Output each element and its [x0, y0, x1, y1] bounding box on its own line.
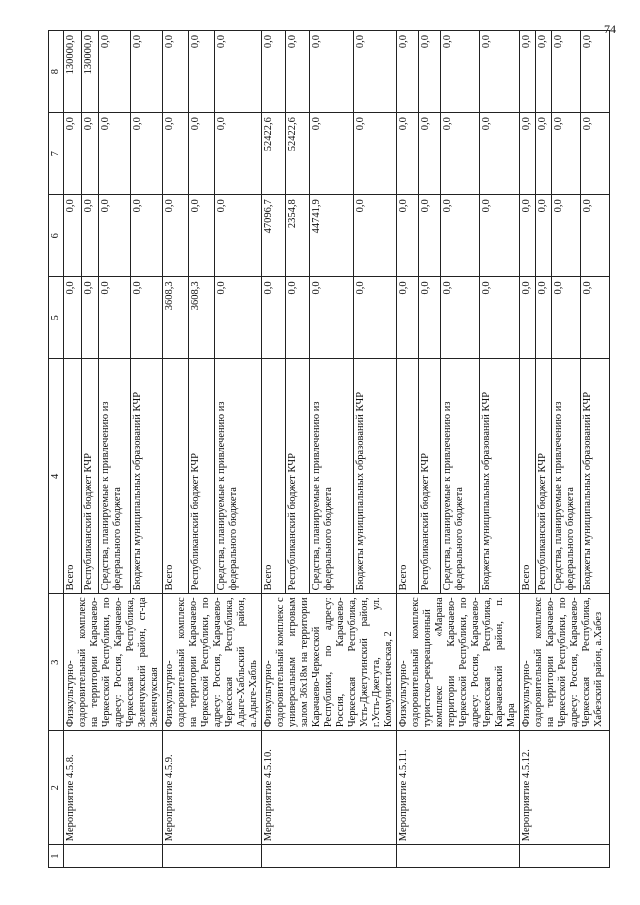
amount-cell-v5: 0,0 — [81, 277, 99, 359]
table-row — [520, 31, 536, 868]
amount-cell-v6: 0,0 — [188, 195, 214, 277]
amount-cell-v7: 0,0 — [536, 113, 552, 195]
event-id-cell: Мероприятие 4.5.8. — [64, 731, 163, 845]
amount-cell-v6: 0,0 — [397, 195, 419, 277]
funding-source-cell: Республиканский бюджет КЧР — [536, 359, 552, 594]
amount-cell-v5: 0,0 — [581, 277, 610, 359]
amount-cell-v6: 0,0 — [64, 195, 82, 277]
amount-cell-v8: 0,0 — [552, 31, 581, 113]
event-description-cell: Физкультурно-оздоровительный комплекс с универсальным игровым залом 36х18м на территории Карачаево-Черкесской Республики, по адресу: Россия, Карачаево-Черкесская Республика, Усть-Джегутинский район, г.Усть-Джегута, ул. Коммунистическая, 2 — [262, 594, 397, 731]
amount-cell-v5: 3608,3 — [188, 277, 214, 359]
rotated-table-container — [48, 30, 608, 868]
amount-cell-v6: 44741,9 — [310, 195, 354, 277]
amount-cell-v5: 0,0 — [418, 277, 440, 359]
funding-source-cell: Бюджеты муниципальных образований КЧР — [131, 359, 163, 594]
event-id-cell: Мероприятие 4.5.10. — [262, 731, 397, 845]
amount-cell-v7: 0,0 — [581, 113, 610, 195]
amount-cell-v7: 0,0 — [552, 113, 581, 195]
amount-cell-v7: 0,0 — [131, 113, 163, 195]
amount-cell-v8: 0,0 — [353, 31, 397, 113]
funding-source-cell: Всего — [64, 359, 82, 594]
event-id-cell: Мероприятие 4.5.11. — [397, 731, 520, 845]
amount-cell-v8: 0,0 — [581, 31, 610, 113]
amount-cell-v5: 0,0 — [214, 277, 261, 359]
event-id-cell: Мероприятие 4.5.9. — [163, 731, 262, 845]
table-row — [262, 31, 286, 868]
amount-cell-v6: 0,0 — [418, 195, 440, 277]
amount-cell-v6: 0,0 — [552, 195, 581, 277]
table-row — [397, 31, 419, 868]
funding-source-cell: Средства, планируемые к привлечению из федерального бюджета — [99, 359, 131, 594]
amount-cell-v6: 0,0 — [81, 195, 99, 277]
funding-source-cell: Бюджеты муниципальных образований КЧР — [353, 359, 397, 594]
amount-cell-v7: 0,0 — [397, 113, 419, 195]
amount-cell-v8: 0,0 — [536, 31, 552, 113]
row-index-cell — [520, 845, 610, 868]
amount-cell-v7: 0,0 — [440, 113, 480, 195]
funding-source-cell: Республиканский бюджет КЧР — [81, 359, 99, 594]
amount-cell-v8: 130000,0 — [64, 31, 82, 113]
amount-cell-v7: 0,0 — [480, 113, 520, 195]
amount-cell-v5: 0,0 — [286, 277, 310, 359]
column-number: 7 — [49, 113, 64, 195]
amount-cell-v7: 0,0 — [353, 113, 397, 195]
row-index-cell — [163, 845, 262, 868]
amount-cell-v7: 0,0 — [418, 113, 440, 195]
amount-cell-v6: 0,0 — [520, 195, 536, 277]
event-description-cell: Физкультурно-оздоровительный комплекс на территории Карачаево-Черкесской Республики, по адресу: Россия, Карачаево-Черкесская Республика, Хабезский район, а.Хабез — [520, 594, 610, 731]
amount-cell-v8: 0,0 — [286, 31, 310, 113]
amount-cell-v5: 0,0 — [99, 277, 131, 359]
funding-table — [48, 30, 610, 868]
amount-cell-v5: 0,0 — [520, 277, 536, 359]
column-number: 8 — [49, 31, 64, 113]
funding-source-cell: Республиканский бюджет КЧР — [188, 359, 214, 594]
amount-cell-v7: 0,0 — [81, 113, 99, 195]
column-number: 6 — [49, 195, 64, 277]
amount-cell-v6: 47096,7 — [262, 195, 286, 277]
funding-source-cell: Бюджеты муниципальных образований КЧР — [581, 359, 610, 594]
amount-cell-v6: 0,0 — [163, 195, 189, 277]
amount-cell-v8: 0,0 — [418, 31, 440, 113]
amount-cell-v6: 2354,8 — [286, 195, 310, 277]
amount-cell-v8: 0,0 — [163, 31, 189, 113]
amount-cell-v5: 0,0 — [131, 277, 163, 359]
amount-cell-v6: 0,0 — [536, 195, 552, 277]
amount-cell-v5: 0,0 — [440, 277, 480, 359]
amount-cell-v8: 130000,0 — [81, 31, 99, 113]
amount-cell-v7: 0,0 — [310, 113, 354, 195]
amount-cell-v8: 0,0 — [214, 31, 261, 113]
column-number: 1 — [49, 845, 64, 868]
amount-cell-v5: 0,0 — [536, 277, 552, 359]
amount-cell-v8: 0,0 — [99, 31, 131, 113]
amount-cell-v5: 0,0 — [552, 277, 581, 359]
amount-cell-v7: 0,0 — [214, 113, 261, 195]
funding-source-cell: Средства, планируемые к привлечению из федерального бюджета — [214, 359, 261, 594]
event-description-cell: Физкультурно-оздоровительный комплекс на территории Карачаево-Черкесской Республики, по адресу: Россия, Карачаево-Черкесская Республика, Адыге-Хабльский район, а.Адыге-Хабль — [163, 594, 262, 731]
amount-cell-v8: 0,0 — [131, 31, 163, 113]
row-index-cell — [64, 845, 163, 868]
amount-cell-v5: 0,0 — [397, 277, 419, 359]
amount-cell-v8: 0,0 — [440, 31, 480, 113]
amount-cell-v6: 0,0 — [353, 195, 397, 277]
amount-cell-v8: 0,0 — [520, 31, 536, 113]
page-number: 74 — [604, 22, 616, 36]
amount-cell-v6: 0,0 — [131, 195, 163, 277]
amount-cell-v6: 0,0 — [99, 195, 131, 277]
amount-cell-v7: 0,0 — [99, 113, 131, 195]
column-number: 3 — [49, 594, 64, 731]
amount-cell-v6: 0,0 — [214, 195, 261, 277]
funding-source-cell: Средства, планируемые к привлечению из федерального бюджета — [552, 359, 581, 594]
amount-cell-v8: 0,0 — [262, 31, 286, 113]
amount-cell-v5: 3608,3 — [163, 277, 189, 359]
funding-source-cell: Всего — [163, 359, 189, 594]
column-number: 5 — [49, 277, 64, 359]
event-description-cell: Физкультурно-оздоровительный комплекс туристско-рекреационный комплекс «Марана территории Карачаево-Черкесской Республики, по адресу: Россия, Карачаево-Черкесская Республика, Карачаевский район, п. Мара — [397, 594, 520, 731]
column-number: 2 — [49, 731, 64, 845]
amount-cell-v8: 0,0 — [188, 31, 214, 113]
amount-cell-v7: 0,0 — [163, 113, 189, 195]
amount-cell-v5: 0,0 — [262, 277, 286, 359]
amount-cell-v5: 0,0 — [64, 277, 82, 359]
funding-source-cell: Всего — [397, 359, 419, 594]
amount-cell-v6: 0,0 — [581, 195, 610, 277]
funding-source-cell: Республиканский бюджет КЧР — [286, 359, 310, 594]
column-number-row — [49, 31, 64, 868]
amount-cell-v6: 0,0 — [480, 195, 520, 277]
funding-source-cell: Республиканский бюджет КЧР — [418, 359, 440, 594]
event-id-cell: Мероприятие 4.5.12. — [520, 731, 610, 845]
funding-source-cell: Средства, планируемые к привлечению из федерального бюджета — [310, 359, 354, 594]
table-row — [64, 31, 82, 868]
amount-cell-v8: 0,0 — [480, 31, 520, 113]
funding-source-cell: Средства, планируемые к привлечению из федерального бюджета — [440, 359, 480, 594]
amount-cell-v7: 52422,6 — [286, 113, 310, 195]
funding-source-cell: Всего — [520, 359, 536, 594]
row-index-cell — [262, 845, 397, 868]
amount-cell-v7: 0,0 — [188, 113, 214, 195]
funding-source-cell: Бюджеты муниципальных образований КЧР — [480, 359, 520, 594]
amount-cell-v6: 0,0 — [440, 195, 480, 277]
funding-source-cell: Всего — [262, 359, 286, 594]
amount-cell-v7: 52422,6 — [262, 113, 286, 195]
column-number: 4 — [49, 359, 64, 594]
amount-cell-v7: 0,0 — [64, 113, 82, 195]
amount-cell-v8: 0,0 — [310, 31, 354, 113]
amount-cell-v7: 0,0 — [520, 113, 536, 195]
amount-cell-v5: 0,0 — [310, 277, 354, 359]
table-row — [163, 31, 189, 868]
amount-cell-v8: 0,0 — [397, 31, 419, 113]
amount-cell-v5: 0,0 — [353, 277, 397, 359]
event-description-cell: Физкультурно-оздоровительный комплекс на территории Карачаево-Черкесской Республики, по адресу: Россия, Карачаево-Черкесская Республика, Зеленчукский район, ст-ца Зеленчукская — [64, 594, 163, 731]
row-index-cell — [397, 845, 520, 868]
amount-cell-v5: 0,0 — [480, 277, 520, 359]
